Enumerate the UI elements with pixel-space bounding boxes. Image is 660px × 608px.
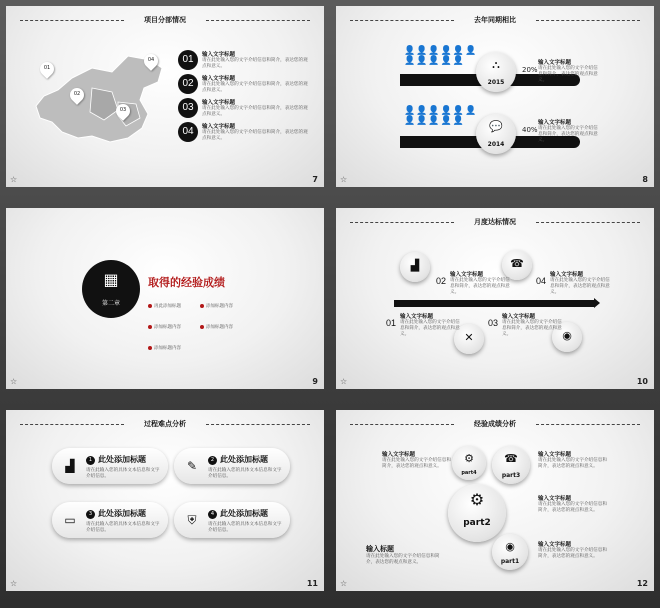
card-desc: 请在此输入您的具体文本信息和文字介绍信息。: [86, 468, 160, 479]
item-desc: 请在此处输入您的文字介绍信息和简介，表达您的观点和意义。: [538, 548, 607, 559]
page-number: 12: [636, 579, 648, 588]
item-title: 输入文字标题: [202, 76, 236, 82]
item-desc: 请在此处输入您的文字介绍信息和简介，表达您的观点和意义。: [382, 458, 451, 469]
card-desc: 请在此输入您的具体文本信息和文字介绍信息。: [208, 468, 282, 479]
list-item[interactable]: 再此添加标题: [148, 303, 200, 309]
shield-icon: ⛨: [187, 513, 197, 527]
summary-title: 输入标题: [366, 545, 394, 553]
number-badge: 04: [178, 122, 198, 142]
header-divider: [206, 424, 310, 425]
card-desc: 请在此输入您的具体文本信息和文字介绍信息。: [86, 522, 160, 533]
part-label: part2: [463, 518, 491, 528]
slide-10[interactable]: [336, 208, 654, 389]
slide-header: [6, 418, 324, 430]
slide-header: [336, 216, 654, 228]
item-desc: 请在此处输入您的文字介绍信息和简介，表达您的观点和意义。: [400, 320, 460, 337]
header-divider: [536, 20, 640, 21]
step-text: [450, 270, 510, 296]
page-number: 8: [642, 175, 648, 184]
page-number: 11: [306, 579, 318, 588]
step-number: 03: [488, 318, 499, 328]
number-badge: 2: [208, 456, 217, 465]
step-number: 04: [536, 276, 547, 286]
item-desc: 请在此处输入您的文字介绍信息和简介，表达您的观点和意义。: [502, 320, 562, 337]
step-text: [550, 270, 610, 296]
item-desc: 请在此处输入您的文字介绍信息和简介，表达您的观点和意义。: [538, 126, 598, 143]
item-title: 输入文字标题: [538, 60, 572, 66]
header-divider: [206, 20, 310, 21]
bar-chart-icon: ▟: [65, 459, 75, 473]
map-marker-label: 04: [147, 57, 155, 63]
slide-11[interactable]: [6, 410, 324, 591]
row-text: [538, 118, 602, 144]
item-desc: 请在此处输入您的文字介绍信息和简介，表达您的观点和意义。: [202, 82, 308, 93]
slide-header: [336, 418, 654, 430]
slide-header: [336, 14, 654, 26]
item-list: [148, 292, 258, 355]
slide-7[interactable]: [6, 6, 324, 187]
item-desc: 请在此处输入您的文字介绍信息和简介，表达您的观点和意义。: [550, 278, 610, 295]
chapter-label: 第二章: [101, 300, 120, 307]
star-icon: ☆: [340, 579, 348, 588]
item-title: 输入文字标题: [550, 272, 584, 278]
item-title: 输入文字标题: [202, 52, 236, 58]
part-text: [382, 450, 452, 470]
slide-header: [6, 14, 324, 26]
item-title: 输入文字标题: [202, 100, 236, 106]
header-divider: [536, 424, 640, 425]
slide-8[interactable]: [336, 6, 654, 187]
star-icon: ☆: [340, 175, 348, 184]
slide-title: 经验成绩分析: [474, 420, 516, 428]
item-title: 输入文字标题: [450, 272, 484, 278]
bullet-icon: [148, 325, 152, 329]
star-icon: ☆: [10, 579, 18, 588]
part-circle[interactable]: [492, 446, 530, 484]
percent-value: 20%: [522, 66, 538, 74]
card-desc: 请在此输入您的具体文本信息和文字介绍信息。: [208, 522, 282, 533]
item-desc: 请在此处输入您的文字介绍信息和简介，表达您的观点和意义。: [538, 502, 607, 513]
page-number: 7: [312, 175, 318, 184]
item-title: 输入文字标题: [538, 452, 572, 458]
speech-bubble-icon: 💬: [489, 120, 503, 133]
list-item[interactable]: 添加标题内容: [148, 324, 200, 330]
item-desc: 请在此处输入您的文字介绍信息和简介，表达您的观点和意义。: [202, 106, 308, 117]
year-label: 2014: [487, 141, 505, 148]
analysis-card[interactable]: [52, 448, 168, 484]
map-marker-label: 01: [43, 65, 51, 71]
card-title: 此处添加标题: [220, 455, 268, 464]
section-title: 取得的经验成绩: [148, 276, 225, 289]
slide-12[interactable]: [336, 410, 654, 591]
phone-icon: ☎: [510, 257, 524, 270]
star-icon: ☆: [10, 377, 18, 386]
item-title: 输入文字标题: [538, 496, 572, 502]
page-number: 9: [312, 377, 318, 386]
slide-title: 项目分部情况: [144, 16, 186, 24]
step-number: 01: [386, 318, 397, 328]
header-divider: [536, 222, 640, 223]
item-desc: 请在此处输入您的文字介绍信息和简介，表达您的观点和意义。: [450, 278, 510, 295]
number-badge: 02: [178, 74, 198, 94]
list-item[interactable]: 添加标题内容: [200, 303, 252, 309]
item-title: 输入文字标题: [502, 314, 536, 320]
part-text: [538, 494, 608, 514]
item-desc: 请在此处输入您的文字介绍信息和简介，表达您的观点和意义。: [202, 130, 308, 141]
card-title: 此处添加标题: [98, 509, 146, 518]
item-title: 输入文字标题: [400, 314, 434, 320]
part-label: part3: [501, 472, 521, 479]
bullet-icon: [148, 346, 152, 350]
item-desc: 请在此处输入您的文字介绍信息和简介，表达您的观点和意义。: [202, 58, 308, 69]
row-text: [538, 58, 602, 84]
item-title: 输入文字标题: [538, 120, 572, 126]
year-label: 2015: [487, 79, 505, 86]
step-text: [400, 312, 460, 338]
slide-title: 月度达标情况: [474, 218, 516, 226]
edit-icon: ✎: [186, 459, 198, 473]
map-marker-label: 03: [119, 107, 127, 113]
timeline-arrow: [394, 300, 594, 307]
part-label: part4: [461, 470, 477, 476]
bullet-icon: [200, 304, 204, 308]
monitor-icon: ▭: [64, 513, 76, 527]
step-number: 02: [436, 276, 447, 286]
analysis-card[interactable]: [174, 502, 290, 538]
analysis-card[interactable]: [174, 448, 290, 484]
chapter-badge: [82, 260, 140, 318]
star-icon: ☆: [340, 377, 348, 386]
number-badge: 01: [178, 50, 198, 70]
summary-desc: 请在此处输入您的文字介绍信息和简介，表达您的观点和意义。: [366, 554, 440, 565]
card-title: 此处添加标题: [98, 455, 146, 464]
slide-9[interactable]: [6, 208, 324, 389]
bar-chart-icon: ▟: [410, 259, 420, 272]
phone-icon: ☎: [504, 452, 518, 465]
gear-icon: ⚙: [469, 490, 485, 509]
star-icon: ☆: [10, 175, 18, 184]
year-circle[interactable]: [476, 52, 516, 92]
item-desc: 请在此处输入您的文字介绍信息和简介，表达您的观点和意义。: [538, 458, 607, 469]
part-circle[interactable]: [492, 534, 528, 570]
item-desc: 请在此处输入您的文字介绍信息和简介，表达您的观点和意义。: [538, 66, 598, 83]
item-title: 输入文字标题: [538, 542, 572, 548]
part-text: [538, 540, 608, 560]
map-marker-label: 02: [73, 91, 81, 97]
summary-block: [366, 544, 446, 566]
card-title: 此处添加标题: [220, 509, 268, 518]
number-badge: 1: [86, 456, 95, 465]
part-text: [538, 450, 608, 470]
number-badge: 03: [178, 98, 198, 118]
list-item[interactable]: 添加标题内容: [148, 345, 200, 351]
page-number: 10: [636, 377, 648, 386]
presentation-board-icon: ▦: [103, 270, 119, 289]
item-title: 输入文字标题: [202, 124, 236, 130]
bullet-icon: [148, 304, 152, 308]
step-text: [502, 312, 562, 338]
year-circle[interactable]: [476, 114, 516, 154]
number-badge: 3: [86, 510, 95, 519]
percent-value: 40%: [522, 126, 538, 134]
person-icon-group: 👤👤👤👤👤👤 👤👤👤👤👤: [404, 46, 478, 66]
analysis-card[interactable]: [52, 502, 168, 538]
lightbulb-icon: ◉: [505, 540, 515, 553]
part-circle[interactable]: [452, 446, 486, 480]
item-title: 输入文字标题: [382, 452, 416, 458]
slide-title: 过程难点分析: [144, 420, 186, 428]
lightbulb-icon: ◉: [562, 329, 572, 342]
org-chart-icon: ⛬: [492, 58, 500, 71]
part-circle[interactable]: [448, 484, 506, 542]
person-icon-group: 👤👤👤👤👤👤 👤👤👤👤👤: [404, 106, 478, 126]
list-item[interactable]: 添加标题内容: [200, 324, 252, 330]
part-label: part1: [500, 558, 520, 565]
bullet-icon: [200, 325, 204, 329]
slide-title: 去年同期相比: [474, 16, 516, 24]
tools-icon: ✕: [464, 331, 474, 344]
milestone-circle[interactable]: [400, 252, 430, 282]
number-badge: 4: [208, 510, 217, 519]
gear-icon: ⚙: [464, 452, 474, 465]
